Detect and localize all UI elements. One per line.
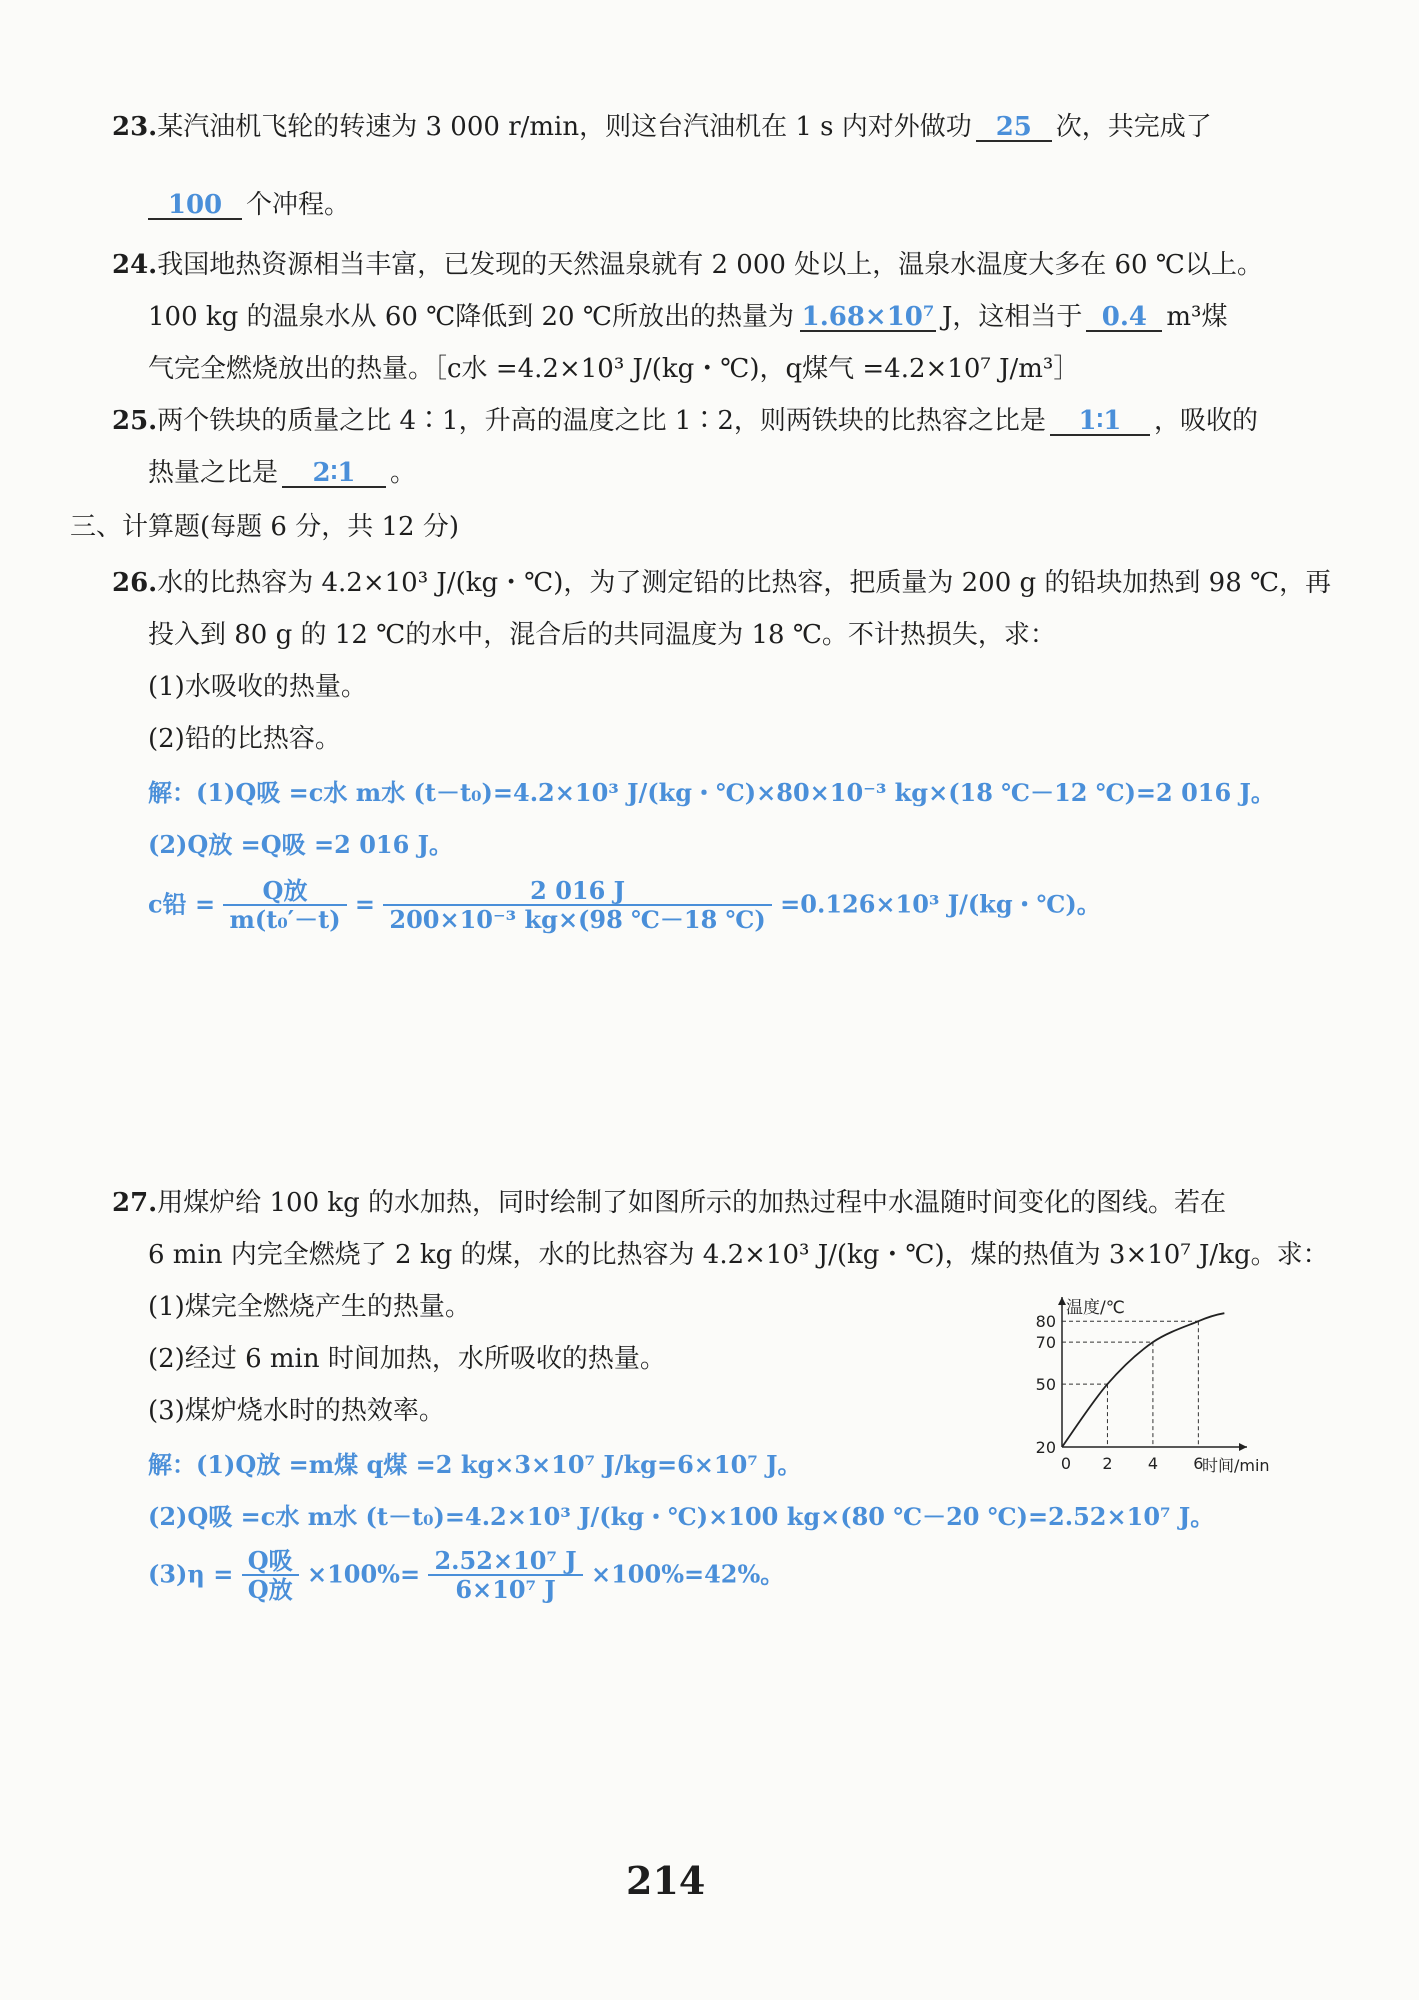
y-tick-label: 70 bbox=[1035, 1333, 1056, 1353]
q26-text1: 水的比热容为 4.2×10³ J/(kg・℃)，为了测定铅的比热容，把质量为 200 g 的铅块加热到 98 ℃，再 bbox=[157, 568, 1332, 598]
q26-fraction1 bbox=[223, 878, 346, 934]
q26-solution2: (2)Q放 =Q吸 =2 016 J。 bbox=[148, 830, 454, 859]
q27-frac1-denominator: Q放 bbox=[247, 1575, 293, 1604]
q25-text4: 。 bbox=[390, 458, 417, 488]
q24-answer1: 1.68×10⁷ bbox=[801, 302, 935, 332]
q23-answer2: 100 bbox=[148, 192, 242, 220]
q27-solution3 bbox=[148, 1548, 784, 1604]
q26-line1 bbox=[112, 568, 1331, 598]
q26-frac1-numerator: Q放 bbox=[223, 878, 346, 906]
q26-line2: 投入到 80 g 的 12 ℃的水中，混合后的共同温度为 18 ℃。不计热损失，求： bbox=[148, 620, 1056, 650]
q27-fraction2 bbox=[428, 1548, 582, 1604]
q25-answer1: 1∶1 bbox=[1050, 408, 1150, 436]
q23-text1: 某汽油机飞轮的转速为 3 000 r/min，则这台汽油机在 1 s 内对外做功 bbox=[157, 112, 972, 142]
q25-text2: ，吸收的 bbox=[1153, 406, 1258, 436]
y-axis-label: 温度/℃ bbox=[1066, 1298, 1125, 1318]
q23-text2: 次，共完成了 bbox=[1055, 112, 1212, 142]
q24-text4: m³煤 bbox=[1166, 302, 1228, 332]
q24-text2: 100 kg 的温泉水从 60 ℃降低到 20 ℃所放出的热量为 bbox=[148, 302, 794, 332]
q27-sub3: (3)煤炉烧水时的热效率。 bbox=[148, 1396, 445, 1426]
q23-text3: 个冲程。 bbox=[246, 190, 351, 220]
q27-fraction1 bbox=[242, 1548, 299, 1604]
q23-line2 bbox=[148, 190, 350, 220]
q25-number: 25. bbox=[112, 406, 158, 436]
q26-fraction2 bbox=[383, 878, 771, 934]
q24-text3: J，这相当于 bbox=[941, 302, 1083, 332]
q24-line3 bbox=[148, 354, 1079, 384]
y-tick-label: 50 bbox=[1035, 1375, 1056, 1395]
q25-text3: 热量之比是 bbox=[148, 458, 279, 488]
q26-sol3-eq: = bbox=[354, 889, 376, 919]
temperature-time-chart bbox=[1010, 1285, 1280, 1485]
x-axis-arrow bbox=[1239, 1443, 1247, 1451]
q27-sub2: (2)经过 6 min 时间加热，水所吸收的热量。 bbox=[148, 1344, 666, 1374]
q26-solution1: 解：(1)Q吸 =c水 m水 (t－t₀)=4.2×10³ J/(kg・℃)×80×10⁻³ kg×(18 ℃－12 ℃)=2 016 J。 bbox=[148, 778, 1275, 807]
q25-text1: 两个铁块的质量之比 4∶1，升高的温度之比 1∶2，则两铁块的比热容之比是 bbox=[157, 406, 1046, 436]
q27-text1: 用煤炉给 100 kg 的水加热，同时绘制了如图所示的加热过程中水温随时间变化的图线。若在 bbox=[157, 1188, 1227, 1218]
y-axis-arrow bbox=[1058, 1297, 1066, 1305]
q27-sol3-lhs: (3)η = bbox=[148, 1559, 234, 1589]
q27-frac2-denominator: 6×10⁷ J bbox=[455, 1575, 556, 1604]
q26-sub2: (2)铅的比热容。 bbox=[148, 724, 341, 754]
q27-line1 bbox=[112, 1188, 1226, 1218]
q27-frac2-numerator: 2.52×10⁷ J bbox=[428, 1548, 582, 1576]
y-tick-label: 80 bbox=[1035, 1312, 1056, 1332]
q24-line1 bbox=[112, 250, 1263, 280]
q27-number: 27. bbox=[112, 1188, 158, 1218]
q25-line1 bbox=[112, 406, 1258, 436]
q26-sol3-lhs: c铅 = bbox=[148, 889, 216, 919]
y-tick-label: 20 bbox=[1035, 1438, 1056, 1457]
q27-frac1-numerator: Q吸 bbox=[242, 1548, 299, 1576]
q26-sol3-rhs: =0.126×10³ J/(kg・℃)。 bbox=[780, 889, 1101, 919]
q27-sub1: (1)煤完全燃烧产生的热量。 bbox=[148, 1292, 471, 1322]
q25-answer2: 2∶1 bbox=[282, 460, 386, 488]
x-tick-label: 6 bbox=[1193, 1454, 1204, 1473]
q25-line2 bbox=[148, 458, 416, 488]
q27-sol3-rhs: ×100%=42%。 bbox=[590, 1559, 785, 1589]
x-tick-label: 0 bbox=[1060, 1454, 1072, 1473]
x-tick-label: 4 bbox=[1147, 1454, 1159, 1473]
q24-line2 bbox=[148, 302, 1227, 332]
q26-frac1-denominator: m(t₀′－t) bbox=[229, 905, 341, 934]
q24-answer2: 0.4 bbox=[1086, 304, 1162, 332]
q24-text1: 我国地热资源相当丰富，已发现的天然温泉就有 2 000 处以上，温泉水温度大多在 60 ℃以上。 bbox=[157, 250, 1263, 280]
q26-number: 26. bbox=[112, 568, 158, 598]
q26-frac2-numerator: 2 016 J bbox=[383, 878, 771, 906]
q27-sol3-mid: ×100%= bbox=[306, 1559, 421, 1589]
section-heading: 三、计算题(每题 6 分，共 12 分) bbox=[70, 512, 459, 542]
q26-solution3 bbox=[148, 878, 1101, 934]
q27-solution1: 解：(1)Q放 =m煤 q煤 =2 kg×3×10⁷ J/kg=6×10⁷ J。 bbox=[148, 1450, 802, 1479]
q24-text5: 气完全燃烧放出的热量。［c水 =4.2×10³ J/(kg・℃)，q煤气 =4.2×10⁷ J/m³］ bbox=[148, 354, 1080, 384]
x-tick-label: 2 bbox=[1102, 1454, 1113, 1473]
q23-line1 bbox=[112, 112, 1212, 142]
q27-solution2: (2)Q吸 =c水 m水 (t－t₀)=4.2×10³ J/(kg・℃)×100 kg×(80 ℃－20 ℃)=2.52×10⁷ J。 bbox=[148, 1502, 1215, 1531]
q27-line2: 6 min 内完全燃烧了 2 kg 的煤，水的比热容为 4.2×10³ J/(kg・℃)，煤的热值为 3×10⁷ J/kg。求： bbox=[148, 1240, 1329, 1270]
temperature-curve bbox=[1062, 1313, 1224, 1447]
q26-sub1: (1)水吸收的热量。 bbox=[148, 672, 367, 702]
q23-answer1: 25 bbox=[976, 114, 1052, 142]
q23-number: 23. bbox=[112, 112, 158, 142]
x-axis-label: 时间/min bbox=[1202, 1456, 1270, 1475]
page-number: 214 bbox=[626, 1858, 706, 1903]
q26-frac2-denominator: 200×10⁻³ kg×(98 ℃－18 ℃) bbox=[389, 905, 766, 934]
q24-number: 24. bbox=[112, 250, 158, 280]
